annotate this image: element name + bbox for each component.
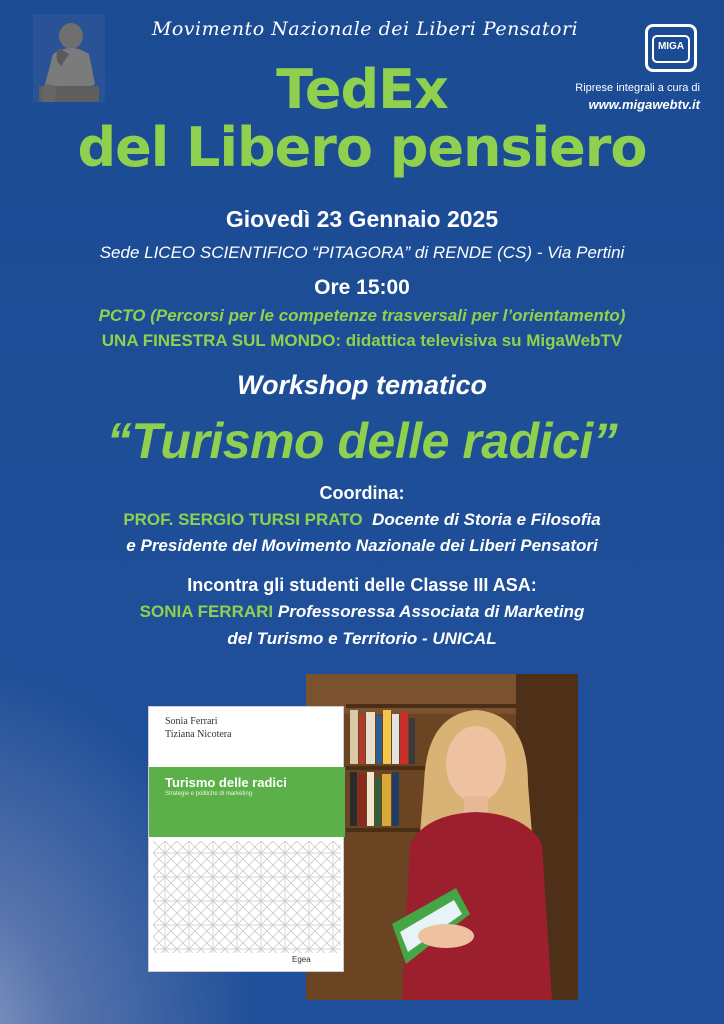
book-subtitle: Strategie e politiche di marketing xyxy=(165,791,253,797)
event-title-line2: del Libero pensiero xyxy=(77,116,647,179)
coordinator-line xyxy=(0,510,724,530)
logo-text: MIGA xyxy=(657,41,685,52)
guest-line xyxy=(0,602,724,622)
window-line: UNA FINESTRA SUL MONDO: didattica televisiva su MigaWebTV xyxy=(101,331,623,350)
coordinator-role: Docente di Storia e Filosofia xyxy=(372,510,601,529)
workshop-topic: “Turismo delle radici” xyxy=(106,413,618,469)
credit-url: www.migawebtv.it xyxy=(588,97,700,112)
event-time: Ore 15:00 xyxy=(314,276,410,299)
guest-name: SONIA FERRARI xyxy=(139,602,274,621)
pcto-line: PCTO (Percorsi per le competenze trasversali per l’orientamento) xyxy=(98,306,626,325)
book-cover xyxy=(148,706,344,972)
migawebtv-logo xyxy=(645,24,697,72)
book-publisher: Egea xyxy=(292,955,311,964)
speaker-photo xyxy=(306,674,578,1000)
coordinator-heading: Coordina: xyxy=(319,483,405,503)
organization-name: Movimento Nazionale dei Liberi Pensatori xyxy=(151,18,579,40)
credit-caption: Riprese integrali a cura di xyxy=(575,82,700,94)
workshop-label: Workshop tematico xyxy=(236,370,488,400)
book-author-2: Tiziana Nicotera xyxy=(165,729,232,740)
guest-role-2: del Turismo e Territorio - UNICAL xyxy=(227,629,497,648)
book-pattern xyxy=(153,841,341,953)
event-date: Giovedì 23 Gennaio 2025 xyxy=(225,206,499,232)
event-title-line1: TedEx xyxy=(276,58,448,121)
guest-heading: Incontra gli studenti delle Classe III ASA: xyxy=(187,575,537,595)
coordinator-role-2: e Presidente del Movimento Nazionale dei Liberi Pensatori xyxy=(126,536,598,555)
book-title: Turismo delle radici xyxy=(165,775,287,790)
event-venue: Sede LICEO SCIENTIFICO “PITAGORA” di RENDE (CS) - Via Pertini xyxy=(99,243,625,262)
coordinator-name: PROF. SERGIO TURSI PRATO xyxy=(123,510,363,529)
book-author-1: Sonia Ferrari xyxy=(165,716,218,727)
book-authors xyxy=(165,715,232,741)
guest-role: Professoressa Associata di Marketing xyxy=(277,602,585,621)
